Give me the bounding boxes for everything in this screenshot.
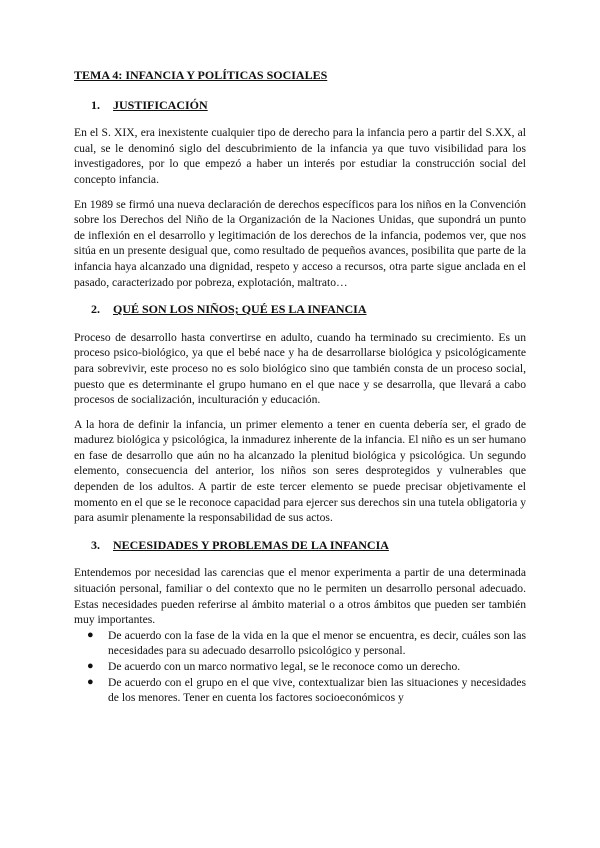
section-heading — [74, 538, 526, 554]
section-que-son-los-ninos — [74, 302, 526, 526]
list-item — [87, 675, 526, 706]
section-necesidades — [74, 538, 526, 706]
section-number: 2. — [91, 302, 100, 317]
section-number: 3. — [91, 537, 100, 552]
bullet-icon: ● — [87, 675, 94, 688]
paragraph: En 1989 se firmó una nueva declaración de derechos específicos para los niños en la Convención sobre los Derechos del Niño de la Organización de la Naciones Unidas, que supondrá un punto de inflexión en el desarrollo y legitimación de los derechos de la infancia, podemos ver, que nos sitúa en un presente desigual que, como resultado de pequeños avances, posibilita que parte de la infancia haya alcanzado una dignidad, respeto y acceso a recursos, otra parte sigue anclada en el pasado, caracterizado por pobreza, explotación, maltrato… — [74, 197, 526, 289]
section-justificacion — [74, 98, 526, 291]
document-page — [74, 68, 526, 706]
list-item-text: De acuerdo con la fase de la vida en la que el menor se encuentra, es decir, cuáles son las necesidades para su adecuado desarrollo psicológico y personal. — [108, 628, 526, 658]
section-heading — [74, 302, 526, 318]
paragraph: A la hora de definir la infancia, un primer elemento a tener en cuenta debería ser, el grado de madurez biológica y psicológica, la inmadurez inherente de la infancia. El niño es un ser humano en fase de desarrollo que aún no ha alcanzado la plenitud biológica y psicológica. Un segundo elemento, consecuencia del anterior, los niños son seres desprotegidos y vulnerables que dependen de los adultos. A partir de este tercer elemento se puede precisar objetivamente el momento en el que se le reconoce capacidad para ejercer sus derechos sin una tutela obligatoria y para asumir plenamente la responsabilidad de sus actos. — [74, 417, 526, 525]
section-heading — [74, 98, 526, 114]
document-title: TEMA 4: INFANCIA Y POLÍTICAS SOCIALES — [74, 68, 328, 82]
section-number: 1. — [91, 97, 100, 112]
list-item-text: De acuerdo con un marco normativo legal, se le reconoce como un derecho. — [108, 660, 461, 673]
bullet-icon: ● — [87, 628, 94, 641]
section-title: NECESIDADES Y PROBLEMAS DE LA INFANCIA — [113, 537, 389, 552]
list-item-text: De acuerdo con el grupo en el que vive, contextualizar bien las situaciones y necesidades de los menores. Tener en cuenta los factores socioeconómicos y — [108, 675, 526, 705]
list-item — [87, 628, 526, 659]
section-title: JUSTIFICACIÓN — [113, 97, 208, 112]
paragraph: Entendemos por necesidad las carencias que el menor experimenta a partir de una determinada situación personal, familiar o del contexto que no le permiten un desarrollo personal adecuado. Estas necesidades pueden referirse al ámbito material o a otros ámbitos que pueden ser también muy importantes. — [74, 566, 526, 627]
bullet-list — [74, 628, 526, 706]
section-title: QUÉ SON LOS NIÑOS; QUÉ ES LA INFANCIA — [113, 302, 367, 317]
paragraph: En el S. XIX, era inexistente cualquier tipo de derecho para la infancia pero a partir del S.XX, al cual, se le denominó siglo del descubrimiento de la infancia ya que tuvo visibilidad para los investigadores, por lo que empezó a haber un interés por estudiar la construcción social del concepto infancia. — [74, 126, 526, 186]
paragraph: Proceso de desarrollo hasta convertirse en adulto, cuando ha terminado su crecimiento. Es un proceso psico-biológico, ya que el bebé nace y ha de desarrollarse biológica y psicológicamente para sobrevivir, este proceso no es solo biológico sino que también consta de un proceso social, puesto que es determinante el grupo humano en el que nace y se desarrolla, que llevará a cabo procesos de socialización, inculturación y educación. — [74, 330, 526, 407]
bullet-icon: ● — [87, 660, 94, 672]
list-item — [87, 659, 526, 675]
